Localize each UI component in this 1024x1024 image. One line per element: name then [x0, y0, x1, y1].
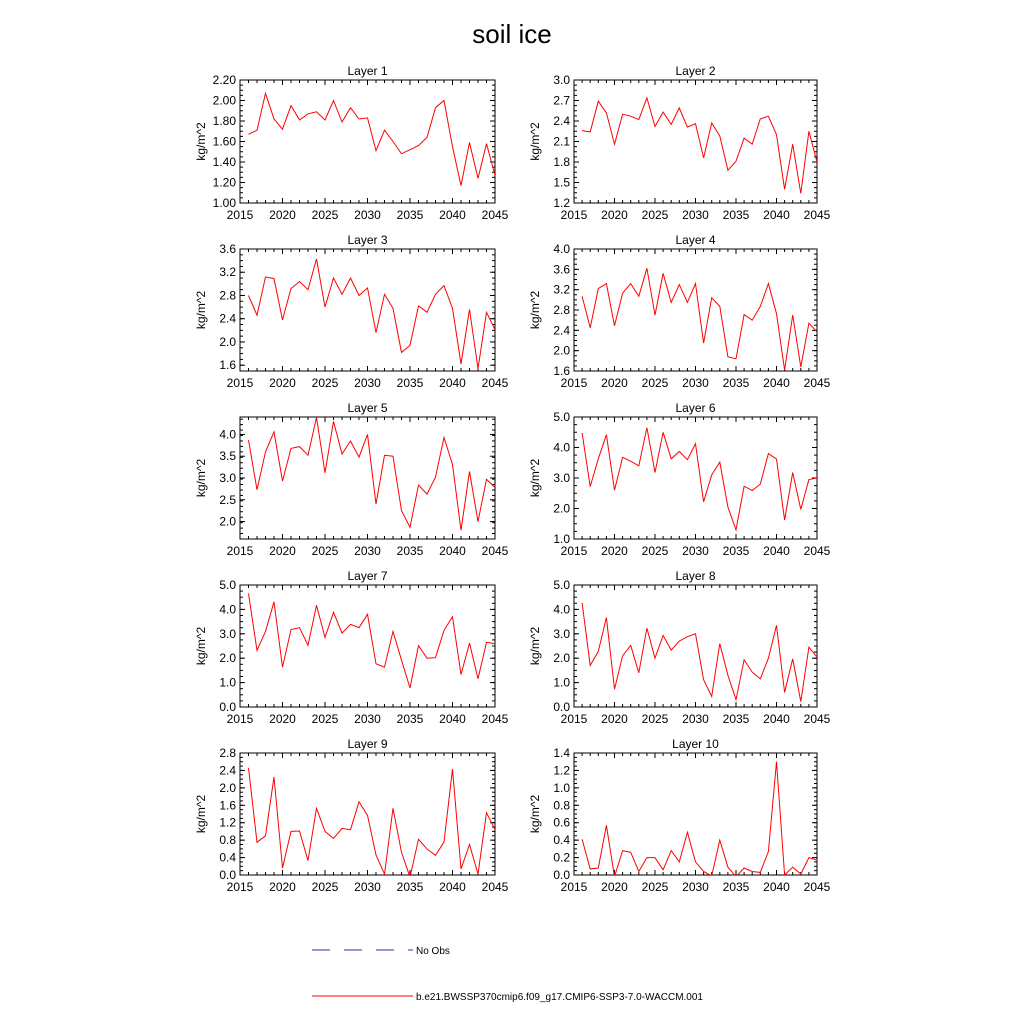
- y-tick-label: 2.5: [219, 492, 236, 507]
- panel-title: Layer 2: [675, 64, 716, 78]
- y-tick-label: 0.8: [219, 833, 236, 848]
- y-tick-label: 1.20: [212, 175, 236, 190]
- x-tick-label: 2035: [396, 208, 424, 222]
- y-axis-label: kg/m^2: [528, 122, 542, 161]
- x-tick-label: 2035: [722, 208, 750, 222]
- x-tick-label: 2045: [803, 712, 831, 726]
- x-tick-label: 2040: [763, 712, 790, 726]
- panel-layer-1: [194, 64, 509, 222]
- y-tick-label: 0.0: [553, 700, 570, 714]
- y-tick-label: 1.6: [219, 358, 236, 373]
- x-tick-label: 2045: [481, 712, 509, 726]
- x-tick-label: 2015: [226, 880, 254, 894]
- y-tick-label: 3.0: [553, 73, 570, 87]
- y-tick-label: 1.2: [553, 763, 570, 778]
- y-tick-label: 1.8: [553, 155, 570, 169]
- x-tick-label: 2030: [682, 544, 709, 558]
- series-line-model: [249, 417, 496, 530]
- x-tick-label: 2020: [269, 712, 296, 726]
- x-tick-label: 2025: [641, 208, 669, 222]
- y-tick-label: 1.00: [212, 196, 236, 210]
- x-tick-label: 2030: [682, 880, 709, 894]
- y-axis-label: kg/m^2: [194, 290, 208, 330]
- y-tick-label: 3.0: [553, 471, 570, 485]
- x-tick-label: 2045: [803, 544, 831, 558]
- x-tick-label: 2035: [396, 544, 424, 558]
- y-tick-label: 2.0: [553, 501, 570, 516]
- x-tick-label: 2015: [560, 376, 588, 390]
- y-tick-label: 3.0: [219, 626, 236, 641]
- x-tick-label: 2040: [763, 880, 790, 894]
- series-line-model: [249, 594, 496, 689]
- x-tick-label: 2015: [226, 208, 254, 222]
- x-tick-label: 2035: [396, 712, 424, 726]
- x-tick-label: 2040: [439, 376, 466, 390]
- x-tick-label: 2020: [601, 208, 628, 222]
- figure-title: soil ice: [472, 19, 552, 49]
- x-tick-label: 2020: [601, 712, 628, 726]
- x-tick-label: 2035: [722, 544, 750, 558]
- x-tick-label: 2025: [311, 544, 339, 558]
- x-tick-label: 2030: [682, 712, 709, 726]
- plot-frame: [574, 417, 817, 539]
- y-tick-label: 0.0: [553, 868, 570, 882]
- x-tick-label: 2040: [439, 544, 466, 558]
- y-tick-label: 0.2: [553, 850, 570, 865]
- y-tick-label: 2.0: [553, 343, 570, 358]
- x-tick-label: 2045: [803, 880, 831, 894]
- series-line-model: [582, 428, 817, 530]
- y-tick-label: 2.4: [553, 323, 570, 338]
- y-tick-label: 1.60: [212, 134, 236, 149]
- x-tick-label: 2030: [682, 376, 709, 390]
- panel-title: Layer 5: [347, 401, 388, 415]
- x-tick-label: 2045: [481, 544, 509, 558]
- y-axis-label: kg/m^2: [194, 458, 208, 498]
- x-tick-label: 2020: [601, 880, 628, 894]
- x-tick-label: 2020: [601, 544, 628, 558]
- y-tick-label: 1.0: [553, 675, 570, 690]
- y-tick-label: 2.8: [219, 288, 236, 303]
- x-tick-label: 2025: [311, 376, 339, 390]
- series-line-model: [582, 603, 817, 702]
- x-tick-label: 2040: [439, 208, 466, 222]
- panel-layer-4: [528, 233, 831, 390]
- x-tick-label: 2030: [354, 712, 381, 726]
- y-axis-label: kg/m^2: [528, 458, 542, 498]
- y-tick-label: 0.6: [553, 815, 570, 830]
- y-tick-label: 5.0: [553, 410, 570, 424]
- panel-title: Layer 7: [347, 569, 388, 583]
- y-tick-label: 3.2: [553, 282, 570, 297]
- y-tick-label: 1.4: [553, 746, 570, 760]
- legend: [312, 946, 703, 1003]
- y-tick-label: 4.0: [553, 440, 570, 455]
- x-tick-label: 2020: [269, 544, 296, 558]
- series-line-model: [582, 98, 817, 194]
- y-tick-label: 3.0: [219, 471, 236, 485]
- x-tick-label: 2025: [641, 376, 669, 390]
- y-tick-label: 2.8: [219, 746, 236, 760]
- x-tick-label: 2015: [560, 880, 588, 894]
- y-tick-label: 2.4: [553, 114, 570, 128]
- panel-layer-9: [194, 737, 509, 894]
- x-tick-label: 2015: [226, 376, 254, 390]
- y-tick-label: 0.8: [553, 798, 570, 813]
- series-line-model: [582, 268, 817, 370]
- y-tick-label: 1.0: [219, 675, 236, 690]
- y-axis-label: kg/m^2: [194, 122, 208, 161]
- panel-title: Layer 10: [672, 737, 719, 751]
- x-tick-label: 2025: [311, 712, 339, 726]
- y-tick-label: 2.0: [219, 334, 236, 349]
- y-tick-label: 1.2: [553, 196, 570, 210]
- panel-title: Layer 3: [347, 233, 388, 247]
- y-tick-label: 2.0: [219, 514, 236, 529]
- x-tick-label: 2040: [439, 880, 466, 894]
- y-axis-label: kg/m^2: [194, 794, 208, 834]
- legend-label-model: b.e21.BWSSP370cmip6.f09_g17.CMIP6-SSP3-7.0-WACCM.001: [416, 992, 703, 1003]
- y-tick-label: 0.4: [219, 850, 236, 865]
- x-tick-label: 2030: [354, 880, 381, 894]
- y-tick-label: 2.0: [219, 651, 236, 666]
- x-tick-label: 2035: [722, 880, 750, 894]
- x-tick-label: 2025: [641, 712, 669, 726]
- series-line-model: [249, 259, 496, 369]
- y-axis-label: kg/m^2: [528, 290, 542, 330]
- y-tick-label: 2.0: [219, 780, 236, 795]
- x-tick-label: 2030: [354, 376, 381, 390]
- x-tick-label: 2030: [354, 208, 381, 222]
- plot-frame: [240, 80, 495, 203]
- x-tick-label: 2040: [763, 208, 790, 222]
- y-tick-label: 4.0: [553, 242, 570, 256]
- y-tick-label: 1.0: [553, 532, 570, 546]
- x-tick-label: 2040: [439, 712, 466, 726]
- x-tick-label: 2025: [641, 544, 669, 558]
- panel-title: Layer 4: [675, 233, 716, 247]
- y-tick-label: 0.4: [553, 833, 570, 848]
- y-axis-label: kg/m^2: [194, 626, 208, 666]
- plot-frame: [574, 80, 817, 203]
- y-tick-label: 5.0: [219, 578, 236, 592]
- x-tick-label: 2025: [311, 880, 339, 894]
- y-tick-label: 2.4: [219, 311, 236, 326]
- panel-layer-7: [194, 569, 509, 726]
- x-tick-label: 2015: [226, 712, 254, 726]
- x-tick-label: 2045: [481, 208, 509, 222]
- y-tick-label: 2.4: [219, 763, 236, 778]
- x-tick-label: 2045: [481, 376, 509, 390]
- y-tick-label: 4.0: [553, 602, 570, 617]
- x-tick-label: 2020: [601, 376, 628, 390]
- panel-layer-3: [194, 233, 509, 390]
- y-tick-label: 3.0: [553, 626, 570, 641]
- x-tick-label: 2025: [641, 880, 669, 894]
- panel-title: Layer 9: [347, 737, 388, 751]
- y-tick-label: 1.5: [553, 175, 570, 190]
- y-tick-label: 2.8: [553, 303, 570, 317]
- x-tick-label: 2035: [722, 712, 750, 726]
- x-tick-label: 2015: [560, 544, 588, 558]
- y-tick-label: 1.0: [553, 780, 570, 795]
- y-tick-label: 2.00: [212, 93, 236, 108]
- x-tick-label: 2040: [763, 544, 790, 558]
- y-tick-label: 0.0: [219, 700, 236, 714]
- series-line-model: [249, 768, 496, 877]
- panel-layer-8: [528, 569, 831, 726]
- y-tick-label: 0.0: [219, 868, 236, 882]
- x-tick-label: 2035: [396, 376, 424, 390]
- y-tick-label: 1.6: [553, 364, 570, 378]
- x-tick-label: 2025: [311, 208, 339, 222]
- y-tick-label: 2.7: [553, 93, 570, 108]
- legend-label-no-obs: No Obs: [416, 946, 450, 957]
- panel-layer-5: [194, 401, 509, 558]
- x-tick-label: 2030: [682, 208, 709, 222]
- plot-frame: [574, 249, 817, 371]
- y-tick-label: 2.0: [553, 651, 570, 666]
- x-tick-label: 2030: [354, 544, 381, 558]
- panel-layer-6: [528, 401, 831, 558]
- x-tick-label: 2020: [269, 208, 296, 222]
- panel-layer-2: [528, 64, 831, 222]
- x-tick-label: 2045: [803, 376, 831, 390]
- y-tick-label: 2.20: [212, 73, 236, 87]
- y-tick-label: 1.40: [212, 155, 236, 169]
- series-line-model: [249, 93, 496, 185]
- x-tick-label: 2015: [560, 712, 588, 726]
- x-tick-label: 2035: [396, 880, 424, 894]
- panel-title: Layer 6: [675, 401, 716, 415]
- y-tick-label: 4.0: [219, 427, 236, 442]
- y-axis-label: kg/m^2: [528, 794, 542, 834]
- panel-title: Layer 8: [675, 569, 716, 583]
- plot-frame: [240, 249, 495, 371]
- panel-layer-10: [528, 737, 831, 894]
- y-tick-label: 3.5: [219, 449, 236, 464]
- x-tick-label: 2020: [269, 376, 296, 390]
- x-tick-label: 2040: [763, 376, 790, 390]
- y-tick-label: 1.80: [212, 114, 236, 128]
- y-axis-label: kg/m^2: [528, 626, 542, 666]
- y-tick-label: 2.1: [553, 134, 570, 149]
- y-tick-label: 3.6: [553, 262, 570, 277]
- plot-frame: [574, 585, 817, 707]
- x-tick-label: 2045: [803, 208, 831, 222]
- y-tick-label: 4.0: [219, 602, 236, 617]
- y-tick-label: 1.6: [219, 798, 236, 813]
- x-tick-label: 2015: [560, 208, 588, 222]
- y-tick-label: 3.6: [219, 242, 236, 256]
- panel-title: Layer 1: [347, 64, 388, 78]
- x-tick-label: 2045: [481, 880, 509, 894]
- series-line-model: [582, 762, 817, 877]
- x-tick-label: 2015: [226, 544, 254, 558]
- y-tick-label: 5.0: [553, 578, 570, 592]
- x-tick-label: 2020: [269, 880, 296, 894]
- y-tick-label: 1.2: [219, 815, 236, 830]
- y-tick-label: 3.2: [219, 265, 236, 280]
- x-tick-label: 2035: [722, 376, 750, 390]
